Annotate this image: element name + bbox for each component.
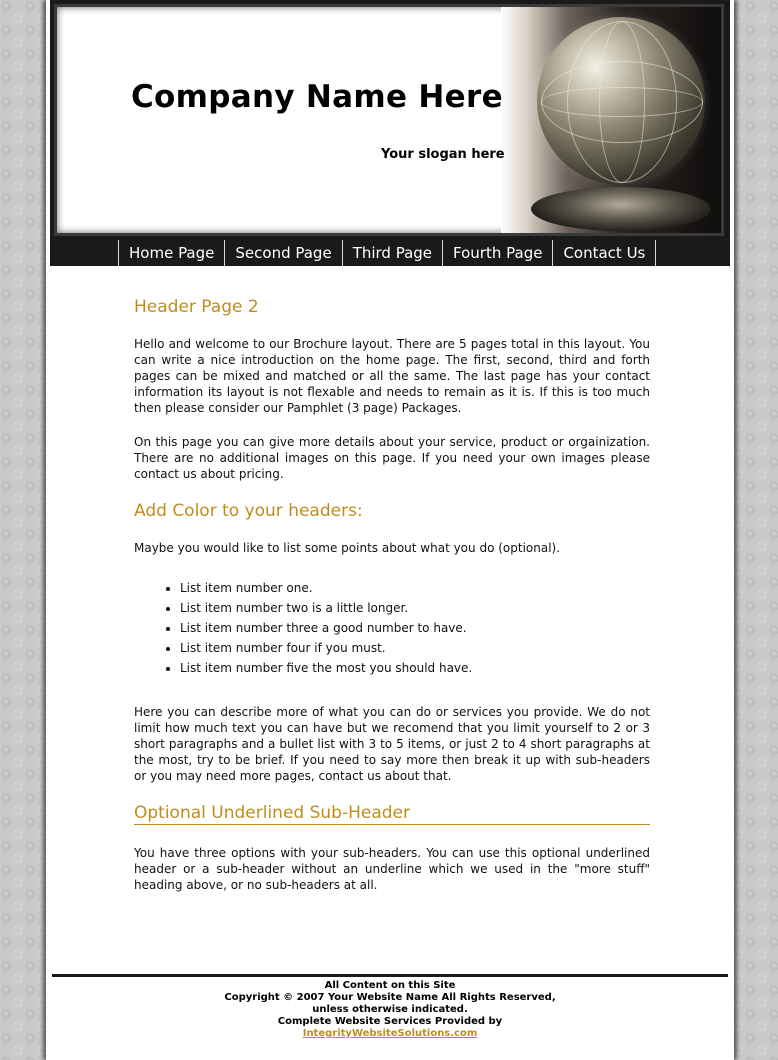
underlined-subheader: Optional Underlined Sub-Header — [134, 802, 650, 825]
footer-divider — [52, 974, 728, 977]
nav-second-page[interactable]: Second Page — [224, 240, 341, 266]
slogan: Your slogan here — [381, 147, 505, 162]
services-paragraph: Here you can describe more of what you can do or services you provide. We do not limit how much text you can have but we recomend that you limit yourself to 2 or 3 short paragraphs and a bullet list with 3 to 5 items, or just 2 to 4 short paragraphs at the most, try to be brief. If you need to say more then break it up with sub-headers or you may need more pages, contact us about that. — [134, 705, 650, 783]
header-inner — [54, 4, 724, 236]
points-intro: Maybe you would like to list some points about what you do (optional). — [134, 541, 561, 555]
globe-image — [501, 7, 721, 233]
page-container — [46, 0, 734, 1060]
list-item: • List item number four if you must. — [180, 638, 650, 658]
nav-contact-us[interactable]: Contact Us — [552, 240, 656, 266]
footer-line-3: unless otherwise indicated. — [312, 1004, 468, 1015]
nav-third-page[interactable]: Third Page — [342, 240, 442, 266]
header-banner — [50, 0, 730, 240]
list-item: • List item number one. — [180, 578, 650, 598]
intro-paragraph: Hello and welcome to our Brochure layout. There are 5 pages total in this layout. You can write a nice introduction on the home page. The first, second, third and forth pages can be mixed and matched or all the same. The last page has your contact information its layout is not flexable and needs to remain as it is. If this is too much then please consider our Pamphlet (3 page) Packages. — [134, 337, 650, 415]
list-item: • List item number two is a little longer. — [180, 598, 650, 618]
company-name: Company Name Here — [131, 79, 503, 115]
footer — [46, 980, 734, 1040]
footer-line-4: Complete Website Services Provided by — [277, 1016, 503, 1027]
color-header: Add Color to your headers: — [134, 501, 363, 521]
page-title: Header Page 2 — [134, 297, 259, 317]
footer-line-1: All Content on this Site — [324, 980, 456, 991]
main-nav — [50, 240, 730, 266]
copyright-text: Copyright © 2007 Your Website Name All Rights Reserved, — [224, 992, 556, 1003]
provider-link[interactable]: IntegrityWebsiteSolutions.com — [302, 1028, 478, 1039]
list-item: • List item number three a good number to have. — [180, 618, 650, 638]
globe-icon — [537, 17, 705, 185]
details-paragraph: On this page you can give more details about your service, product or orgainization. There are no additional images on this page. If you need your own images please contact us about pricing. — [134, 435, 650, 481]
nav-fourth-page[interactable]: Fourth Page — [442, 240, 552, 266]
nav-home[interactable]: Home Page — [118, 240, 224, 266]
subheader-options-paragraph: You have three options with your sub-headers. You can use this optional underlined header or a sub-header without an underline which we used in the "more stuff" heading above, or no sub-headers at all. — [134, 846, 650, 892]
bullet-list — [160, 578, 650, 678]
list-item: • List item number five the most you should have. — [180, 658, 650, 678]
globe-reflection — [531, 187, 711, 231]
main-content — [134, 296, 650, 911]
